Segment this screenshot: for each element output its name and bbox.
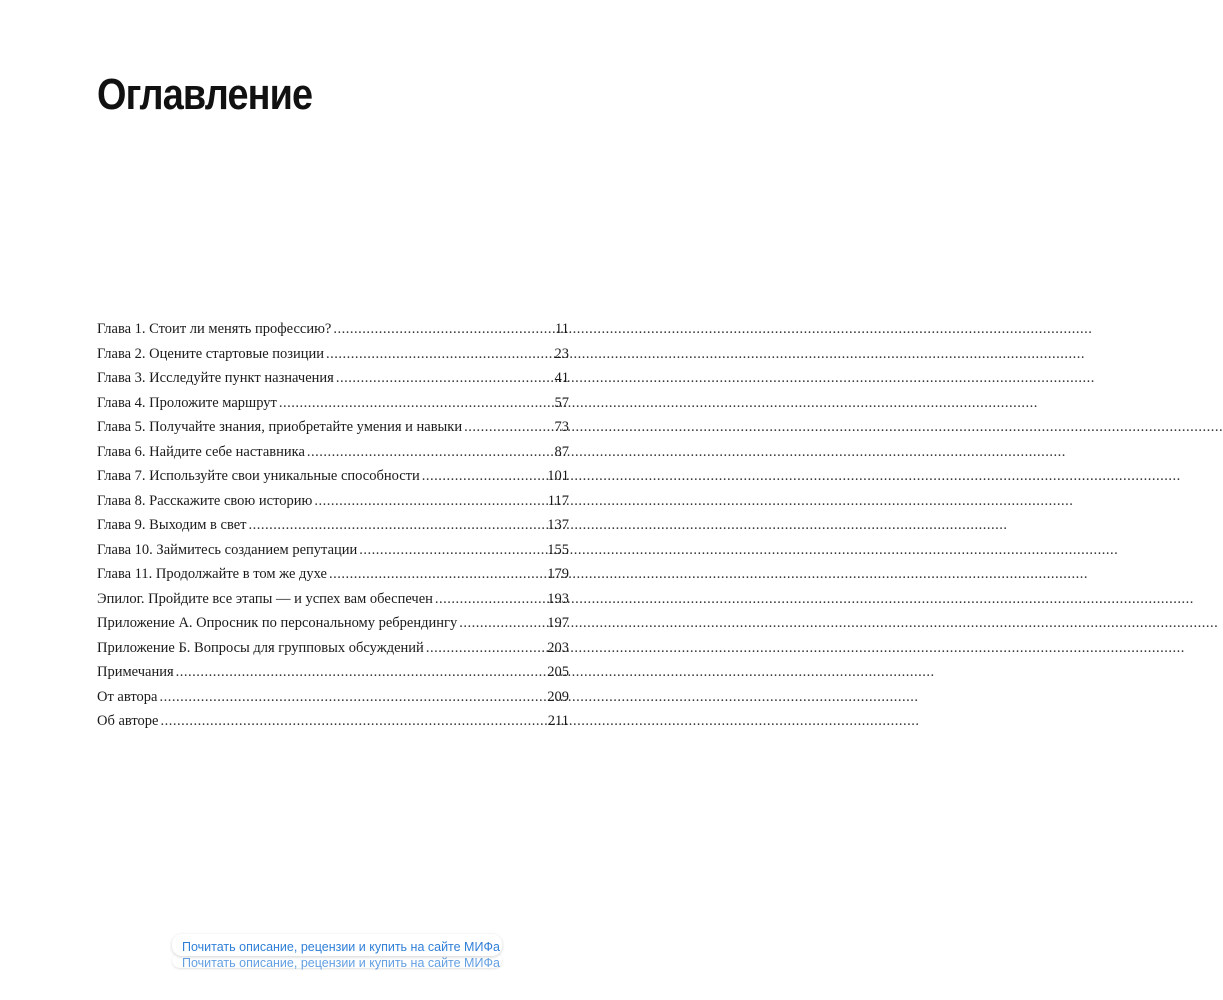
toc-entry-page: 209: [547, 688, 569, 705]
dot-leader: [307, 440, 553, 465]
toc-entry-title: Глава 1. Стоит ли менять профессию?: [97, 321, 332, 337]
toc-entry-page: 155: [547, 541, 569, 558]
dot-leader: [326, 342, 552, 367]
toc-entry: [97, 440, 569, 465]
toc-entry-title: От автора: [97, 688, 158, 705]
toc-entry-title: Глава 6. Найдите себе наставника: [97, 443, 305, 460]
toc-entry-page: 73: [554, 419, 569, 435]
toc-entry-title: Глава 2. Оцените стартовые позиции: [97, 345, 325, 362]
toc-entry-title: Глава 4. Проложите маршрут: [97, 394, 277, 411]
toc-entry-page: 197: [547, 615, 569, 631]
dot-leader: [464, 415, 552, 440]
toc-entry-page: 193: [547, 590, 569, 607]
buy-link-duplicate[interactable]: Почитать описание, рецензии и купить на сайте МИФа: [182, 956, 500, 970]
dot-leader: [314, 489, 545, 514]
toc-entry: [97, 611, 569, 636]
toc-entry-title: Приложение Б. Вопросы для групповых обсуждений: [97, 639, 424, 656]
dot-leader: [159, 685, 545, 710]
toc-entry-title: Глава 5. Получайте знания, приобретайте умения и навыки: [97, 419, 463, 435]
toc-entry-page: 101: [547, 468, 569, 484]
toc-entry: [97, 342, 569, 367]
toc-entry-page: 205: [547, 664, 569, 680]
toc-entry-page: 137: [547, 517, 569, 533]
buy-link[interactable]: Почитать описание, рецензии и купить на сайте МИФа: [182, 940, 500, 954]
dot-leader: [249, 513, 546, 538]
page-title: Оглавление: [97, 70, 313, 119]
toc-entry: [97, 685, 569, 710]
dot-leader: [426, 636, 545, 661]
toc-entry-page: 203: [547, 639, 569, 656]
toc-entry-page: 211: [547, 713, 569, 729]
toc-entry: [97, 709, 569, 734]
toc-entry: [97, 391, 569, 416]
toc-entry: [97, 489, 569, 514]
toc-entry-page: 57: [554, 394, 569, 411]
toc-entry-title: Приложение А. Опросник по персональному ребрендингу: [97, 615, 458, 631]
toc-entry-page: 41: [554, 370, 569, 386]
toc-entry-title: Глава 8. Расскажите свою историю: [97, 492, 313, 509]
dot-leader: [422, 464, 546, 489]
dot-leader: [459, 611, 545, 636]
toc-entry-title: Глава 11. Продолжайте в том же духе: [97, 566, 327, 582]
toc-entry-title: Глава 9. Выходим в свет: [97, 517, 247, 533]
footer-link-box[interactable]: [172, 934, 502, 974]
toc-entry: [97, 415, 569, 440]
dot-leader: [435, 587, 545, 612]
toc-entry: [97, 660, 569, 685]
dot-leader: [279, 391, 553, 416]
toc-entry-page: 11: [555, 321, 569, 337]
toc-entry-title: Глава 10. Займитесь созданием репутации: [97, 541, 358, 558]
dot-leader: [160, 709, 545, 734]
toc-entry-page: 179: [547, 566, 569, 582]
toc-entry: [97, 636, 569, 661]
toc-entry-page: 23: [554, 345, 569, 362]
dot-leader: [329, 562, 545, 587]
toc-entry: [97, 464, 569, 489]
dot-leader: [336, 366, 553, 391]
toc-entry-title: Об авторе: [97, 713, 159, 729]
table-of-contents: [97, 317, 569, 734]
toc-entry: [97, 317, 569, 342]
toc-entry-title: Примечания: [97, 664, 174, 680]
dot-leader: [359, 538, 545, 563]
toc-entry: [97, 513, 569, 538]
toc-entry-title: Глава 7. Используйте свои уникальные способности: [97, 468, 420, 484]
toc-entry: [97, 538, 569, 563]
toc-entry: [97, 562, 569, 587]
dot-leader: [333, 317, 553, 342]
toc-entry: [97, 366, 569, 391]
toc-entry: [97, 587, 569, 612]
dot-leader: [176, 660, 546, 685]
toc-entry-title: Глава 3. Исследуйте пункт назначения: [97, 370, 334, 386]
toc-entry-page: 117: [547, 492, 569, 509]
toc-entry-title: Эпилог. Пройдите все этапы — и успех вам обеспечен: [97, 590, 433, 607]
toc-entry-page: 87: [554, 443, 569, 460]
